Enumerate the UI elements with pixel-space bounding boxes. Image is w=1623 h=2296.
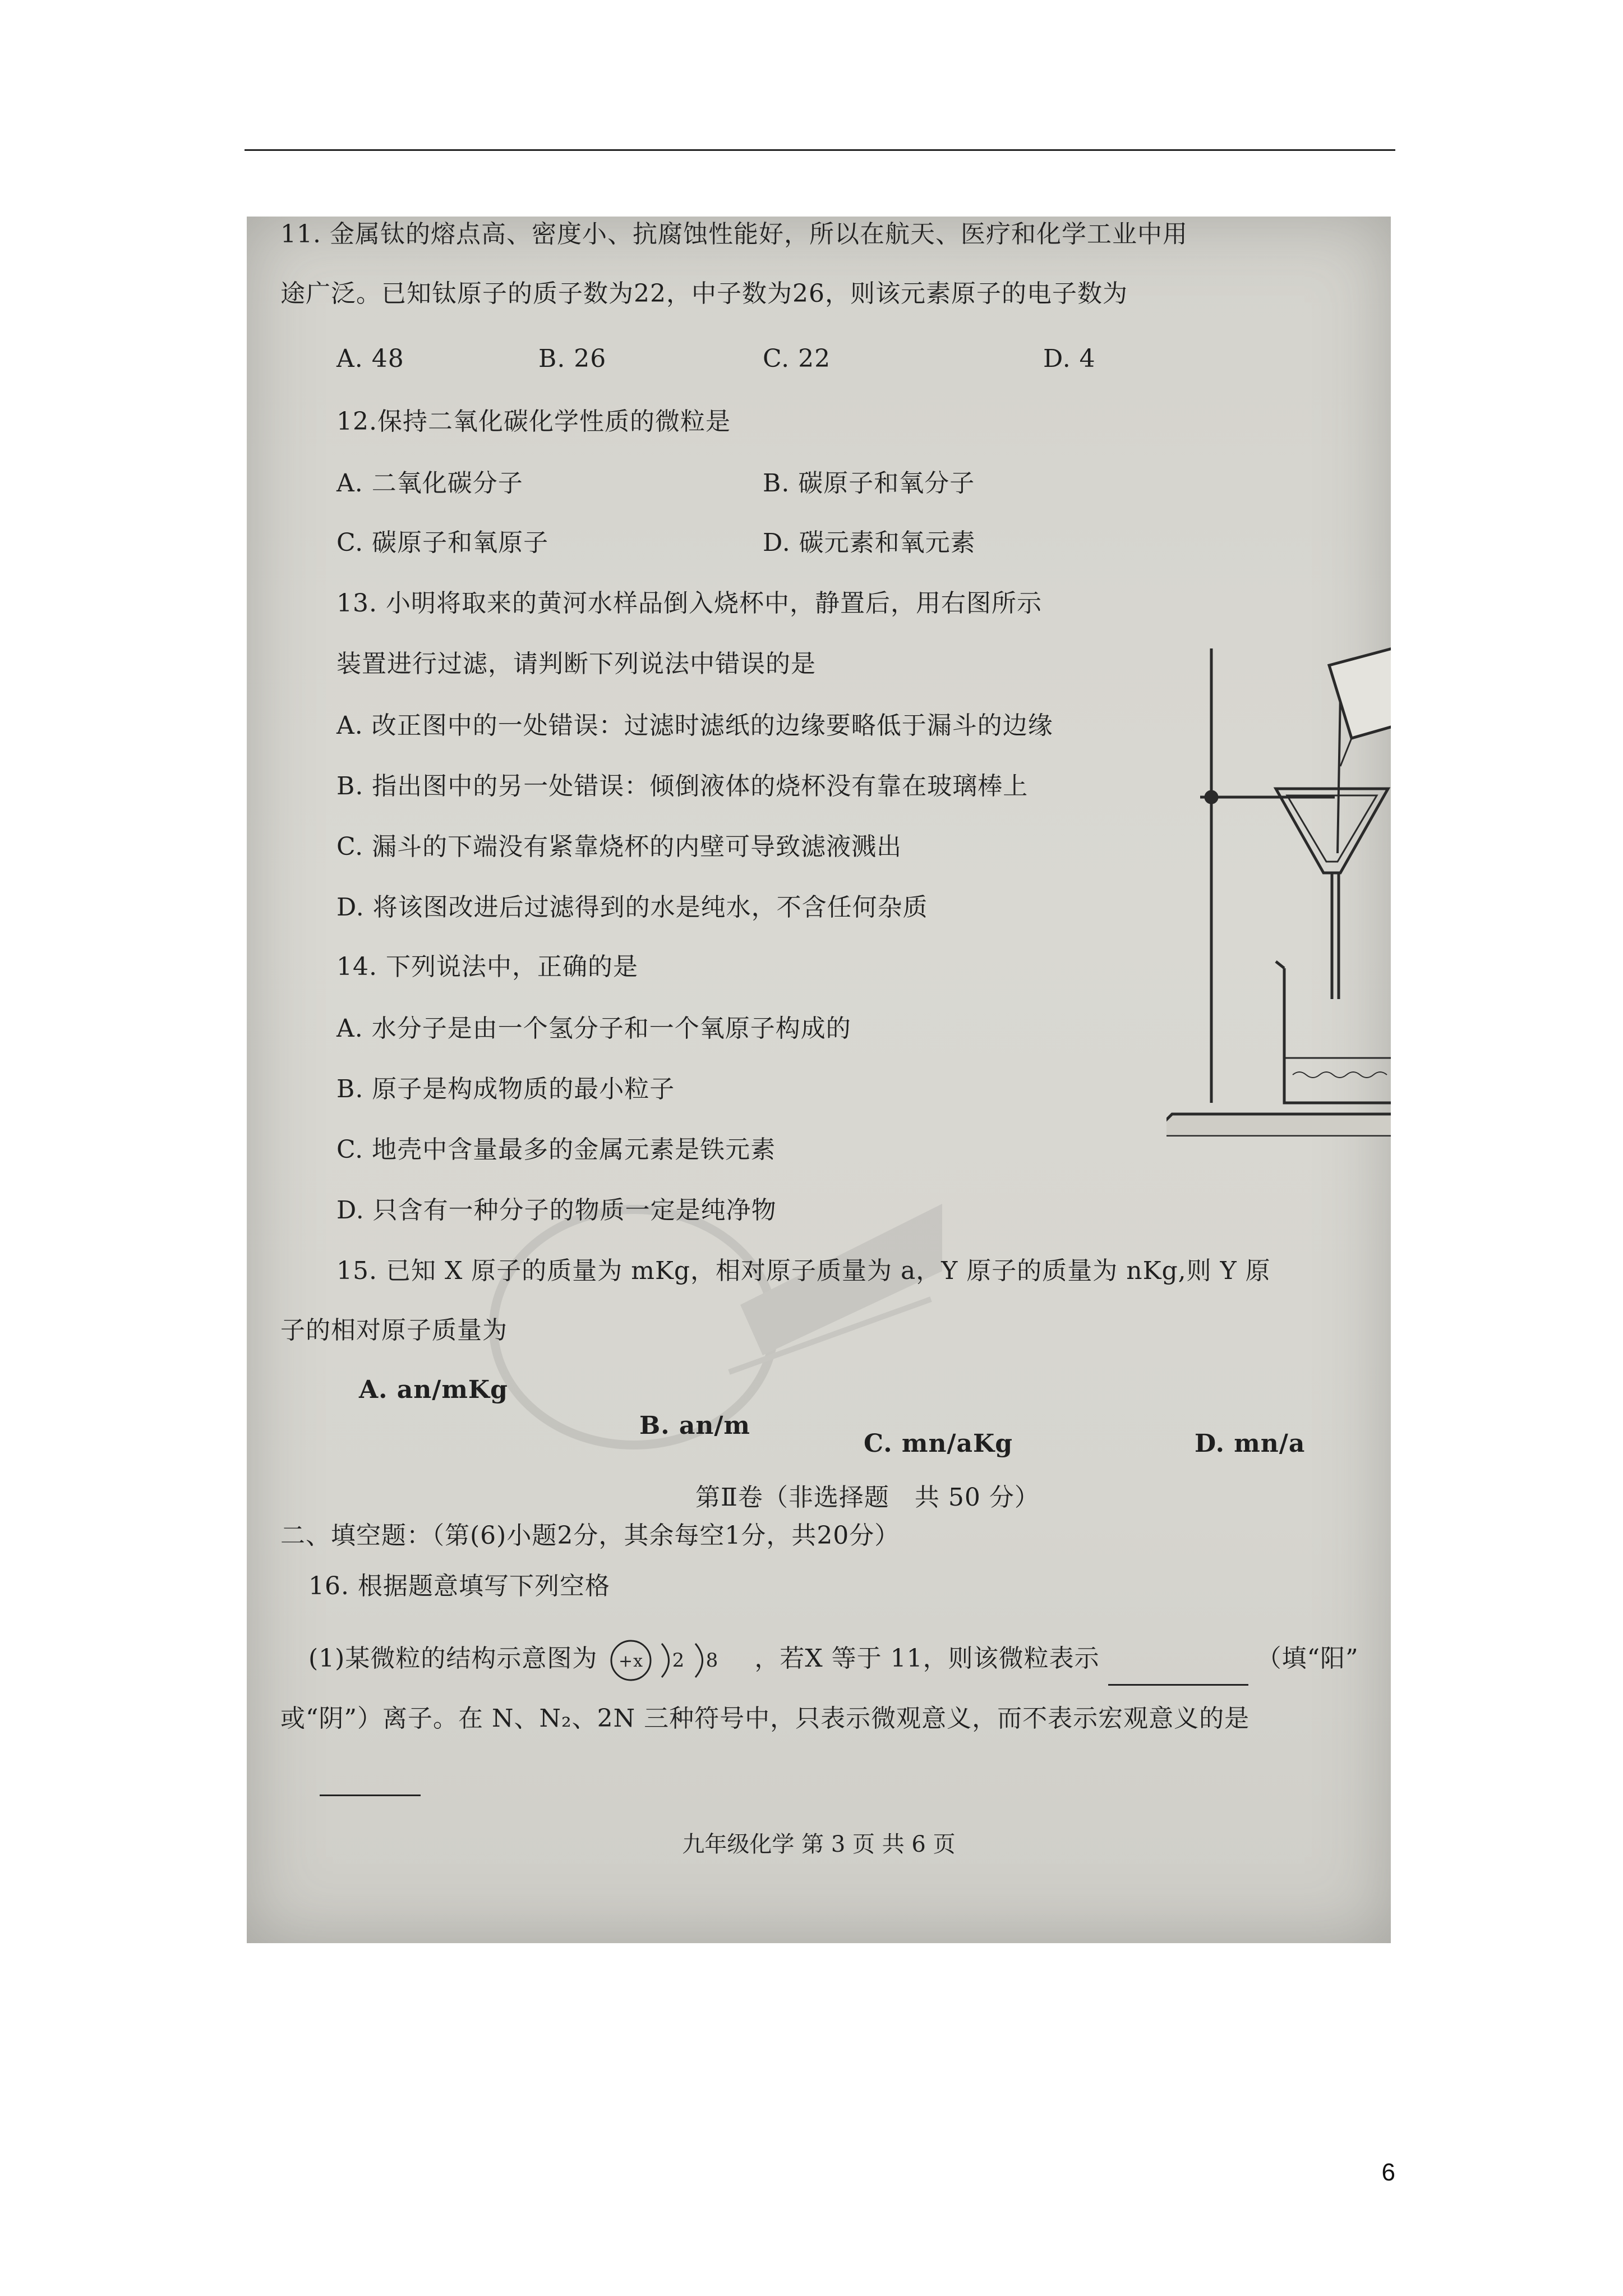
- q12-option-c: C. 碳原子和氧原子: [336, 528, 549, 557]
- q13-option-c: C. 漏斗的下端没有紧靠烧杯的内壁可导致滤液溅出: [336, 832, 902, 861]
- exam-page-photo: [247, 217, 1391, 1943]
- atom-nucleus-label: +x: [619, 1651, 644, 1671]
- section-heading: 二、填空题：（第(6)小题2分，其余每空1分，共20分）: [280, 1521, 900, 1550]
- glass-rod: [1338, 693, 1340, 853]
- page-footer: 九年级化学 第 3 页 共 6 页: [682, 1832, 956, 1857]
- q13-option-b: B. 指出图中的另一处错误：倾倒液体的烧杯没有靠在玻璃棒上: [336, 772, 1029, 800]
- q11-option-d: D. 4: [1043, 344, 1096, 373]
- part2-title: 第Ⅱ卷（非选择题 共 50 分）: [695, 1483, 1040, 1512]
- q13-option-a: A. 改正图中的一处错误：过滤时滤纸的边缘要略低于漏斗的边缘: [336, 711, 1053, 740]
- q11-text-line1: 11. 金属钛的熔点高、密度小、抗腐蚀性能好，所以在航天、医疗和化学工业中用: [280, 220, 1188, 249]
- q16-text: 16. 根据题意填写下列空格: [308, 1572, 610, 1600]
- q14-option-c: C. 地壳中含量最多的金属元素是铁元素: [336, 1135, 776, 1164]
- funnel: [1276, 789, 1388, 999]
- q15-option-c: C. mn/aKg: [864, 1429, 1013, 1458]
- q15-option-d: D. mn/a: [1195, 1429, 1306, 1458]
- q11-option-b: B. 26: [538, 344, 607, 373]
- q12-number: 12.: [336, 407, 377, 436]
- atom-shell-1-label: 2: [672, 1649, 685, 1672]
- q14-option-d: D. 只含有一种分子的物质一定是纯净物: [336, 1196, 777, 1225]
- q14-number: 14.: [336, 953, 377, 981]
- q13-text-line2: 装置进行过滤，请判断下列说法中错误的是: [336, 650, 816, 678]
- q13-option-d: D. 将该图改进后过滤得到的水是纯水，不含任何杂质: [336, 893, 928, 922]
- page-number: 6: [1381, 2159, 1395, 2186]
- q14-option-b: B. 原子是构成物质的最小粒子: [336, 1075, 675, 1103]
- atom-shell-2-label: 8: [706, 1649, 719, 1672]
- filtration-apparatus-figure: [1166, 598, 1391, 1137]
- q15-text-line1: 15. 已知 X 原子的质量为 mKg，相对原子质量为 a，Y 原子的质量为 nKg,则 Y 原: [336, 1257, 1271, 1285]
- q13-text-line1: 13. 小明将取来的黄河水样品倒入烧杯中，静置后，用右图所示: [336, 589, 1042, 618]
- q12-option-b: B. 碳原子和氧分子: [763, 469, 975, 498]
- q16-answer-blank-row: [320, 1765, 421, 1796]
- q11-number: 11.: [280, 220, 321, 249]
- q12-option-a: A. 二氧化碳分子: [336, 469, 523, 498]
- q15-number: 15.: [336, 1257, 377, 1285]
- q16-sub1-line: (1)某微粒的结构示意图为 +x 2 8 ，若X 等于 11，则该微粒表示 （填“阳”: [308, 1634, 1359, 1686]
- q11-option-c: C. 22: [763, 344, 831, 373]
- q11-text-line2: 途广泛。已知钛原子的质子数为22，中子数为26，则该元素原子的电子数为: [280, 279, 1128, 308]
- answer-blank-ion-type: [1108, 1662, 1248, 1686]
- q14-text: 14. 下列说法中，正确的是: [336, 953, 638, 981]
- q11-option-a: A. 48: [336, 344, 404, 373]
- answer-blank-micro-symbol: [320, 1772, 421, 1796]
- header-rule: [245, 149, 1395, 151]
- q15-option-a: A. an/mKg: [359, 1375, 508, 1404]
- q16-number: 16.: [308, 1572, 349, 1600]
- q14-option-a: A. 水分子是由一个氢分子和一个氧原子构成的: [336, 1014, 851, 1043]
- q15-option-b: B. an/m: [639, 1411, 750, 1440]
- atom-structure-diagram: [606, 1635, 746, 1686]
- q12-option-d: D. 碳元素和氧元素: [763, 528, 976, 557]
- q16-line2: 或“阴”）离子。在 N、N₂、2N 三种符号中，只表示微观意义，而不表示宏观意义的是: [280, 1704, 1250, 1733]
- q13-number: 13.: [336, 589, 377, 618]
- q15-text-line2: 子的相对原子质量为: [280, 1316, 508, 1345]
- q12-text: 12.保持二氧化碳化学性质的微粒是: [336, 407, 731, 436]
